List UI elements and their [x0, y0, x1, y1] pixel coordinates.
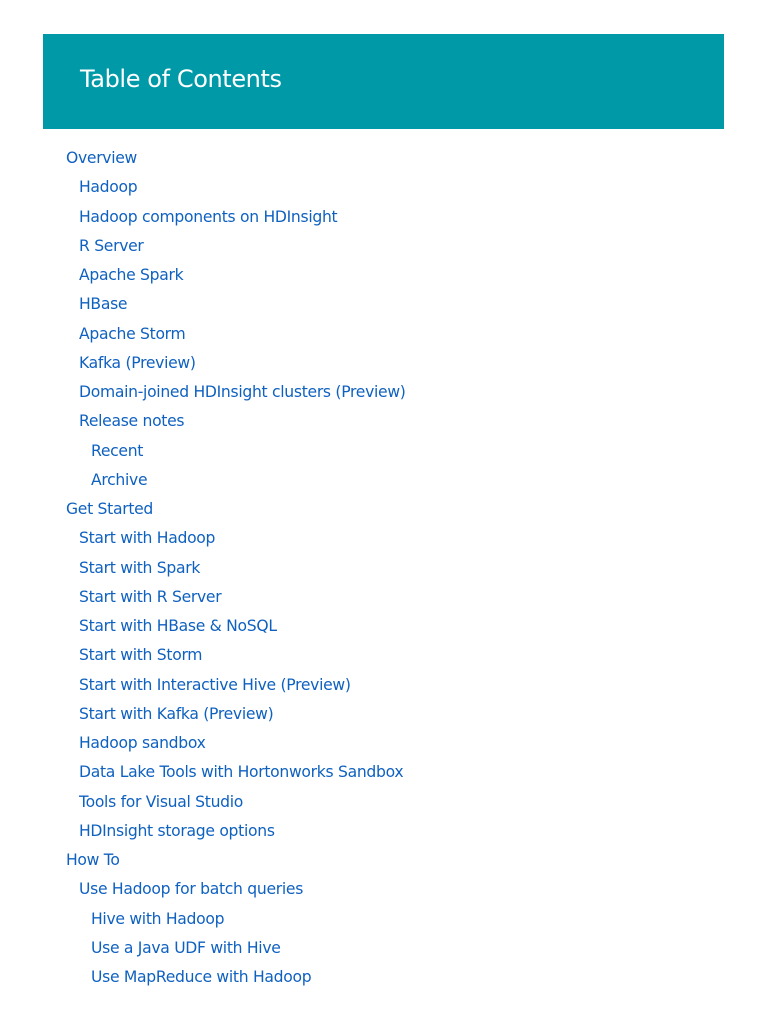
- toc-link[interactable]: Domain-joined HDInsight clusters (Preview): [79, 383, 406, 401]
- toc-link[interactable]: Overview: [66, 149, 138, 167]
- toc-link[interactable]: Apache Storm: [79, 324, 186, 343]
- toc-link[interactable]: Tools for Visual Studio: [79, 792, 244, 811]
- toc-link[interactable]: HBase: [79, 295, 128, 314]
- toc-link[interactable]: Start with HBase & NoSQL: [79, 617, 277, 635]
- toc-link[interactable]: Archive: [91, 470, 148, 489]
- toc-link[interactable]: Start with R Server: [79, 587, 222, 606]
- toc-link[interactable]: Start with Hadoop: [79, 529, 216, 548]
- toc-link[interactable]: Get Started: [66, 500, 154, 518]
- toc-link[interactable]: How To: [66, 851, 120, 869]
- page-title: Table of Contents: [80, 65, 282, 93]
- toc-header-banner: [43, 34, 724, 129]
- toc-link[interactable]: Hadoop components on HDInsight: [79, 207, 338, 226]
- toc-link[interactable]: Use a Java UDF with Hive: [91, 938, 281, 957]
- toc-link[interactable]: Kafka (Preview): [79, 353, 196, 372]
- toc-link[interactable]: R Server: [79, 236, 144, 255]
- toc-link[interactable]: Hadoop: [79, 178, 138, 197]
- toc-link[interactable]: Apache Spark: [79, 266, 184, 284]
- toc-link[interactable]: HDInsight storage options: [79, 821, 275, 840]
- toc-link[interactable]: Release notes: [79, 412, 185, 431]
- toc-list: [66, 145, 406, 993]
- toc-link[interactable]: Start with Spark: [79, 558, 201, 577]
- toc-link[interactable]: Start with Storm: [79, 646, 203, 665]
- toc-link[interactable]: Data Lake Tools with Hortonworks Sandbox: [79, 763, 404, 782]
- toc-link[interactable]: Hive with Hadoop: [91, 909, 225, 928]
- toc-link[interactable]: Hadoop sandbox: [79, 734, 206, 752]
- toc-link[interactable]: Recent: [91, 441, 144, 460]
- toc-link[interactable]: Use Hadoop for batch queries: [79, 880, 304, 899]
- toc-link[interactable]: Start with Kafka (Preview): [79, 704, 274, 723]
- toc-link[interactable]: Use MapReduce with Hadoop: [91, 968, 312, 986]
- toc-link[interactable]: Start with Interactive Hive (Preview): [79, 675, 351, 694]
